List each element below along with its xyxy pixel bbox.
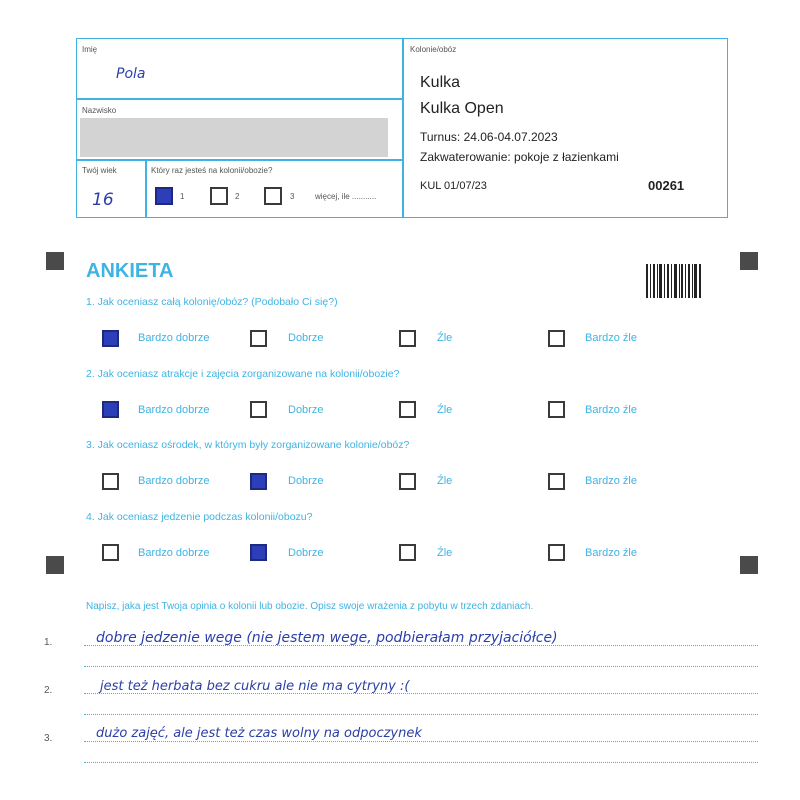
answer-1-line xyxy=(84,645,758,646)
surname-redacted xyxy=(80,118,388,157)
camp-code: KUL 01/07/23 xyxy=(420,180,487,192)
times-label: Który raz jesteś na kolonii/obozie? xyxy=(151,166,273,175)
q3-checkbox-bardzo-zle[interactable] xyxy=(548,473,565,490)
q4-checkbox-bardzo-zle[interactable] xyxy=(548,544,565,561)
answer-2-line xyxy=(84,693,758,694)
q1-option-bardzo-zle: Bardzo źle xyxy=(585,332,637,344)
q2-checkbox-dobrze[interactable] xyxy=(250,401,267,418)
surname-label: Nazwisko xyxy=(82,106,117,115)
survey-title: ANKIETA xyxy=(86,260,174,282)
q4-checkbox-zle[interactable] xyxy=(399,544,416,561)
question-3-text: 3. Jak oceniasz ośrodek, w którym były zorganizowane kolonie/obóz? xyxy=(86,439,410,451)
q3-option-zle: Źle xyxy=(437,475,453,487)
q4-option-bardzo-dobrze: Bardzo dobrze xyxy=(138,547,210,559)
times-option-3: 3 xyxy=(290,192,295,201)
barcode-icon xyxy=(646,264,701,298)
q2-option-zle: Źle xyxy=(437,404,453,416)
q3-checkbox-zle[interactable] xyxy=(399,473,416,490)
q2-option-bardzo-dobrze: Bardzo dobrze xyxy=(138,404,210,416)
name-label: Imię xyxy=(82,45,98,54)
answer-2-number: 2. xyxy=(44,685,53,696)
answer-2-text[interactable]: jest też herbata bez cukru ale nie ma cytryny :( xyxy=(100,679,410,694)
q3-checkbox-dobrze[interactable] xyxy=(250,473,267,490)
surname-divider xyxy=(76,159,403,161)
answer-3-line-2 xyxy=(84,762,758,763)
answer-3-number: 3. xyxy=(44,733,53,744)
name-divider xyxy=(76,98,403,100)
turnus-text: Turnus: 24.06-04.07.2023 xyxy=(420,130,558,144)
q4-option-dobrze: Dobrze xyxy=(288,547,324,559)
answer-1-text[interactable]: dobre jedzenie wege (nie jestem wege, podbierałam przyjaciółce) xyxy=(96,630,558,646)
q2-checkbox-zle[interactable] xyxy=(399,401,416,418)
times-checkbox-1[interactable] xyxy=(155,187,173,205)
times-option-1: 1 xyxy=(180,192,185,201)
lodging-text: Zakwaterowanie: pokoje z łazienkami xyxy=(420,150,619,164)
camp-name: Kulka xyxy=(420,74,461,91)
q1-checkbox-dobrze[interactable] xyxy=(250,330,267,347)
age-divider xyxy=(145,159,147,218)
q3-option-dobrze: Dobrze xyxy=(288,475,324,487)
q1-checkbox-zle[interactable] xyxy=(399,330,416,347)
answer-3-text[interactable]: dużo zajęć, ale jest też czas wolny na odpoczynek xyxy=(96,726,422,741)
camp-label: Kolonie/obóz xyxy=(410,45,457,54)
times-checkbox-3[interactable] xyxy=(264,187,282,205)
q1-option-dobrze: Dobrze xyxy=(288,332,324,344)
q4-option-zle: Źle xyxy=(437,547,453,559)
camp-subname: Kulka Open xyxy=(420,100,504,117)
answer-1-line-2 xyxy=(84,666,758,667)
q4-option-bardzo-zle: Bardzo źle xyxy=(585,547,637,559)
q1-checkbox-bardzo-zle[interactable] xyxy=(548,330,565,347)
times-checkbox-2[interactable] xyxy=(210,187,228,205)
corner-marker-bottom-left xyxy=(46,556,64,574)
question-2-text: 2. Jak oceniasz atrakcje i zajęcia zorganizowane na kolonii/obozie? xyxy=(86,368,400,380)
corner-marker-bottom-right xyxy=(740,556,758,574)
q1-checkbox-bardzo-dobrze[interactable] xyxy=(102,330,119,347)
question-1-text: 1. Jak oceniasz całą kolonię/obóz? (Podobało Ci się?) xyxy=(86,296,338,308)
times-option-more: więcej, ile ........... xyxy=(315,192,377,201)
q3-option-bardzo-zle: Bardzo źle xyxy=(585,475,637,487)
q2-option-bardzo-zle: Bardzo źle xyxy=(585,404,637,416)
q3-checkbox-bardzo-dobrze[interactable] xyxy=(102,473,119,490)
answer-3-line xyxy=(84,741,758,742)
opinion-prompt: Napisz, jaka jest Twoja opinia o kolonii lub obozie. Opisz swoje wrażenia z pobytu w trzech zdaniach. xyxy=(86,601,534,612)
header-divider xyxy=(402,38,404,218)
age-value[interactable]: 16 xyxy=(92,190,114,210)
q2-checkbox-bardzo-dobrze[interactable] xyxy=(102,401,119,418)
q1-option-bardzo-dobrze: Bardzo dobrze xyxy=(138,332,210,344)
answer-2-line-2 xyxy=(84,714,758,715)
form-number: 00261 xyxy=(648,178,685,193)
age-label: Twój wiek xyxy=(82,166,117,175)
times-option-2: 2 xyxy=(235,192,240,201)
q2-checkbox-bardzo-zle[interactable] xyxy=(548,401,565,418)
q3-option-bardzo-dobrze: Bardzo dobrze xyxy=(138,475,210,487)
name-value[interactable]: Pola xyxy=(116,66,146,82)
q4-checkbox-bardzo-dobrze[interactable] xyxy=(102,544,119,561)
q2-option-dobrze: Dobrze xyxy=(288,404,324,416)
q4-checkbox-dobrze[interactable] xyxy=(250,544,267,561)
q1-option-zle: Źle xyxy=(437,332,453,344)
corner-marker-top-right xyxy=(740,252,758,270)
corner-marker-top-left xyxy=(46,252,64,270)
question-4-text: 4. Jak oceniasz jedzenie podczas kolonii/obozu? xyxy=(86,511,313,523)
answer-1-number: 1. xyxy=(44,637,53,648)
